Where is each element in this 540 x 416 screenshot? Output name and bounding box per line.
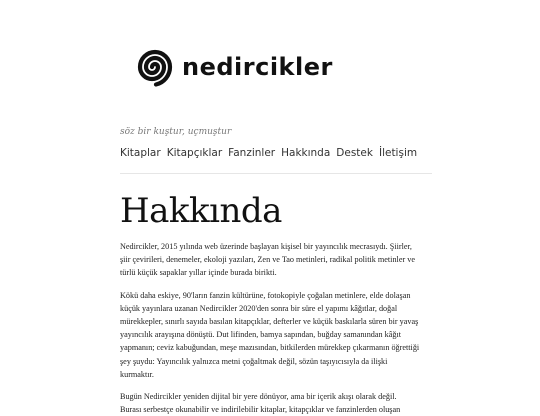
about-paragraph-2: Kökü daha eskiye, 90'ların fanzin kültürüne, fotokopiyle çoğalan metinlere, elde dolaşan küçük yayınlara uzanan Nedircikler 2020'den sonra bir süre el yapımı kâğıtlar, doğal mürekkepler, sınırlı sayıda basılan kitapçıklar, defterler ve küçük baskılarla süren bir yavaş yayıncılık arayışına dönüştü. Dut lifinden, bamya sapından, buğday samanından kâğıt yapmanın; ceviz kabuğundan, meşe mazısından, bitkilerden mürekkep çıkarmanın öğrettiği şey şuydu: Yayıncılık yalnızca metni çoğaltmak değil, sözün taşıyıcısıyla da ilişki kurmaktır. [120, 290, 420, 379]
nav-item-iletisim[interactable]: İletişim [378, 147, 418, 159]
main-nav [120, 147, 417, 159]
site-name: nedircikler [182, 53, 333, 81]
site-tagline: söz bir kuştur, uçmuştur [120, 127, 232, 137]
spiral-logo-icon [132, 44, 178, 90]
nav-item-kitaplar[interactable]: Kitaplar [120, 147, 161, 159]
site-header [0, 0, 540, 175]
nav-item-fanzinler[interactable]: Fanzinler [228, 147, 276, 159]
about-paragraph-1: Nedircikler, 2015 yılında web üzerinde başlayan kişisel bir yayıncılık mecrasıydı. Şiirler, şiir çevirileri, denemeler, ekoloji yazıları, Zen ve Tao metinleri, radikal politik metinler ve türlü küçük sapaklar yıllar içinde burada birikti. [120, 242, 415, 278]
page-title: Hakkında [120, 191, 282, 231]
nav-item-destek[interactable]: Destek [336, 147, 373, 159]
site-logo-link[interactable] [132, 42, 333, 92]
nav-item-hakkinda[interactable]: Hakkında [281, 147, 331, 159]
about-paragraph-3: Bugün Nedircikler yeniden dijital bir yere dönüyor, ama bir içerik akışı olarak değil. Burası serbestçe okunabilir ve indirilebilir kitaplar, kitapçıklar ve fanzinlerden oluşan [120, 392, 401, 415]
nav-item-kitapciklar[interactable]: Kitapçıklar [166, 147, 223, 159]
header-divider [120, 173, 432, 174]
main-content [120, 190, 420, 416]
